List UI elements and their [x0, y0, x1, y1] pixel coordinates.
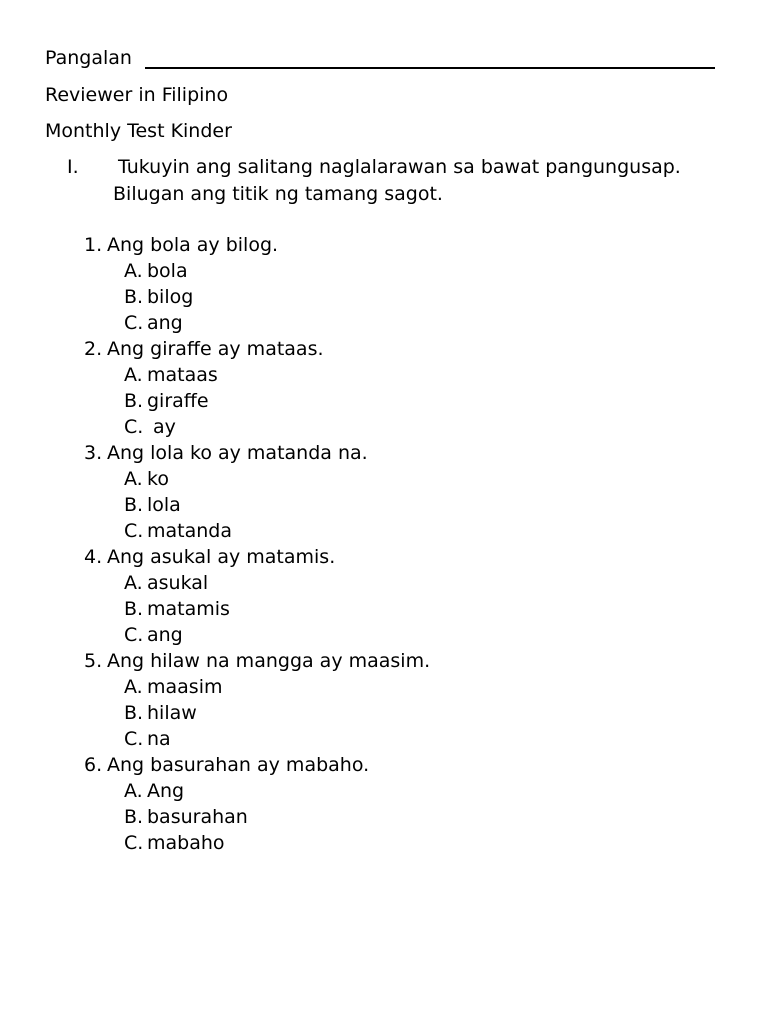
choice-text: lola [147, 494, 181, 516]
question-item [0, 336, 768, 362]
choice-text: mabaho [147, 832, 225, 854]
answer-choice[interactable] [0, 622, 768, 648]
question-text: Ang bola ay bilog. [107, 234, 279, 256]
choice-text: ang [147, 312, 183, 334]
question-number: 4. [84, 546, 103, 568]
choice-text: na [147, 728, 171, 750]
choice-text: mataas [147, 364, 218, 386]
choice-letter: B. [124, 390, 144, 412]
choice-letter: A. [124, 572, 143, 594]
choice-letter: C. [124, 312, 144, 334]
instruction-line-2: Bilugan ang titik ng tamang sagot. [113, 183, 443, 205]
question-number: 6. [84, 754, 103, 776]
choice-text: ko [147, 468, 169, 490]
choice-letter: B. [124, 494, 144, 516]
choice-letter: A. [124, 676, 143, 698]
answer-choice[interactable] [0, 388, 768, 414]
answer-choice[interactable] [0, 674, 768, 700]
choice-letter: B. [124, 598, 144, 620]
answer-choice[interactable] [0, 570, 768, 596]
choice-text: ay [147, 416, 176, 438]
choice-letter: A. [124, 468, 143, 490]
subject-title: Reviewer in Filipino [45, 84, 229, 106]
instruction-line-1: Tukuyin ang salitang naglalarawan sa bawat pangungusap. [118, 156, 681, 178]
answer-choice[interactable] [0, 596, 768, 622]
question-item [0, 544, 768, 570]
choice-letter: B. [124, 286, 144, 308]
question-text: Ang giraffe ay mataas. [107, 338, 324, 360]
choice-text: matanda [147, 520, 232, 542]
choice-text: giraffe [147, 390, 209, 412]
choice-text: asukal [147, 572, 209, 594]
answer-choice[interactable] [0, 310, 768, 336]
choice-text: maasim [147, 676, 223, 698]
answer-choice[interactable] [0, 518, 768, 544]
choice-text: hilaw [147, 702, 197, 724]
choice-text: bilog [147, 286, 194, 308]
choice-letter: A. [124, 364, 143, 386]
question-number: 3. [84, 442, 103, 464]
question-number: 5. [84, 650, 103, 672]
answer-choice[interactable] [0, 778, 768, 804]
answer-choice[interactable] [0, 726, 768, 752]
answer-choice[interactable] [0, 414, 768, 440]
choice-letter: C. [124, 728, 144, 750]
answer-choice[interactable] [0, 492, 768, 518]
choice-letter: B. [124, 702, 144, 724]
choice-text: bola [147, 260, 188, 282]
section-number: I. [67, 156, 79, 178]
question-number: 1. [84, 234, 103, 256]
choice-letter: A. [124, 260, 143, 282]
answer-choice[interactable] [0, 284, 768, 310]
question-text: Ang lola ko ay matanda na. [107, 442, 368, 464]
choice-letter: A. [124, 780, 143, 802]
answer-choice[interactable] [0, 700, 768, 726]
answer-choice[interactable] [0, 258, 768, 284]
question-item [0, 232, 768, 258]
answer-choice[interactable] [0, 804, 768, 830]
answer-choice[interactable] [0, 466, 768, 492]
question-list [0, 232, 768, 856]
choice-letter: C. [124, 520, 144, 542]
question-item [0, 752, 768, 778]
name-blank-line [145, 67, 715, 69]
choice-letter: B. [124, 806, 144, 828]
name-label: Pangalan [45, 47, 132, 69]
choice-text: matamis [147, 598, 230, 620]
choice-letter: C. [124, 624, 144, 646]
question-number: 2. [84, 338, 103, 360]
question-text: Ang hilaw na mangga ay maasim. [107, 650, 431, 672]
question-item [0, 648, 768, 674]
question-text: Ang asukal ay matamis. [107, 546, 336, 568]
choice-letter: C. [124, 416, 144, 438]
test-title: Monthly Test Kinder [45, 120, 232, 142]
choice-text: ang [147, 624, 183, 646]
choice-letter: C. [124, 832, 144, 854]
answer-choice[interactable] [0, 362, 768, 388]
choice-text: Ang [147, 780, 185, 802]
question-text: Ang basurahan ay mabaho. [107, 754, 370, 776]
answer-choice[interactable] [0, 830, 768, 856]
choice-text: basurahan [147, 806, 248, 828]
question-item [0, 440, 768, 466]
